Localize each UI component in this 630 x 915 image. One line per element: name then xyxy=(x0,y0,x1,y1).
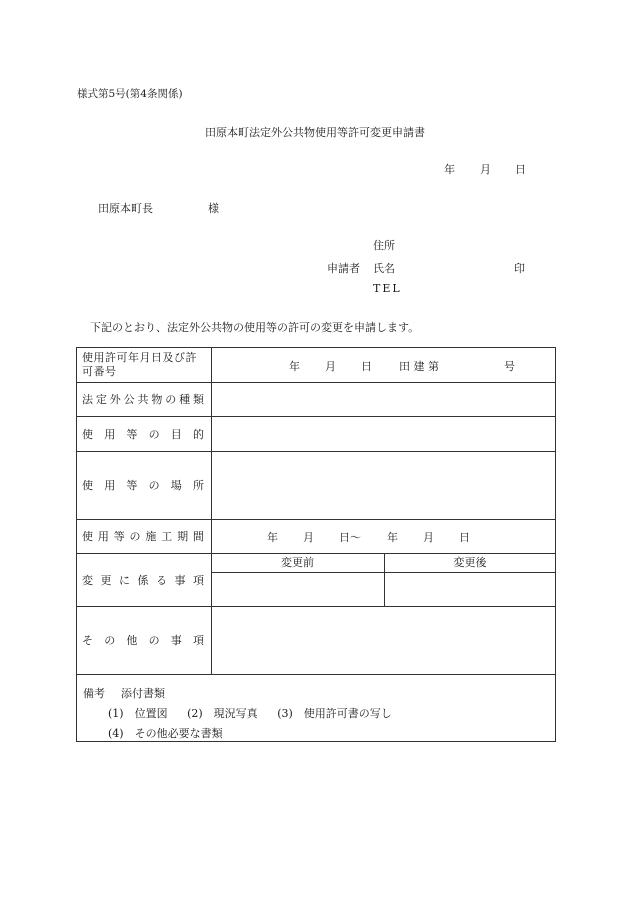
period-from-month: 月 xyxy=(303,531,314,544)
remarks-heading: 備考 xyxy=(83,687,105,700)
label-char: 用 xyxy=(104,427,116,441)
date-year-label: 年 xyxy=(444,163,455,176)
label-char: 物 xyxy=(151,393,163,406)
label-char: 公 xyxy=(123,393,135,406)
label-char: 使 xyxy=(82,530,93,543)
label-char: 場 xyxy=(170,479,182,492)
remarks-section xyxy=(83,684,392,744)
label-char: 事 xyxy=(170,634,182,647)
label-char: 類 xyxy=(193,393,204,406)
label-char: 等 xyxy=(126,427,138,441)
label-char: る xyxy=(156,573,167,587)
label-char: の xyxy=(165,393,177,406)
label-char: 使 xyxy=(82,427,93,441)
label-char: 係 xyxy=(137,573,149,587)
attachments-heading: 添付書類 xyxy=(121,687,165,700)
label-char: 更 xyxy=(100,573,112,587)
public-property-type-label xyxy=(77,382,211,416)
attachment-item: (4) その他必要な書類 xyxy=(108,727,223,740)
other-items-label xyxy=(77,606,211,674)
attachment-item: (1) 位置図 xyxy=(108,707,168,720)
name-label: 氏名 xyxy=(373,262,395,275)
label-char: 項 xyxy=(193,573,204,587)
addressee-name: 田原本町長 xyxy=(98,202,153,215)
application-form-table xyxy=(76,347,556,742)
form-number: 様式第5号(第4条関係) xyxy=(77,88,183,100)
column-divider xyxy=(211,348,212,674)
label-char: 用 xyxy=(104,479,116,492)
label-char: 外 xyxy=(109,393,121,406)
label-char: 施 xyxy=(145,530,157,543)
addressee-honorific: 様 xyxy=(208,202,219,215)
applicant-label: 申請者 xyxy=(327,262,360,275)
date-day-label: 日 xyxy=(515,163,526,176)
label-char: 目 xyxy=(170,427,182,441)
period-to-year: 年 xyxy=(387,531,398,544)
period-to-day: 日 xyxy=(459,531,470,544)
label-char: 工 xyxy=(161,530,173,543)
label-char: 法 xyxy=(82,393,93,406)
permit-day: 日 xyxy=(361,360,372,373)
address-label: 住所 xyxy=(373,239,395,252)
after-change-header: 変更後 xyxy=(453,556,487,569)
label-char: の xyxy=(148,634,160,647)
purpose-label xyxy=(77,416,211,451)
permit-number-suffix: 号 xyxy=(504,360,515,373)
label-char: 共 xyxy=(137,393,149,406)
permit-date-number-label: 使用許可年月日及び許可番号 xyxy=(82,351,197,378)
label-char: 定 xyxy=(95,393,107,406)
change-items-label xyxy=(77,553,211,606)
document-title: 田原本町法定外公共物使用等許可変更申請書 xyxy=(205,126,425,139)
attachment-item: (3) 使用許可書の写し xyxy=(277,707,392,720)
label-char: 期 xyxy=(177,530,189,543)
before-change-header: 変更前 xyxy=(281,556,314,569)
permit-year: 年 xyxy=(289,360,300,373)
intro-text: 下記のとおり、法定外公共物の使用等の許可の変更を申請します。 xyxy=(90,321,420,334)
period-from-day: 日～ xyxy=(339,531,361,544)
label-char: の xyxy=(104,634,116,647)
label-char: 事 xyxy=(174,573,186,587)
period-from-year: 年 xyxy=(267,531,278,544)
label-char: 他 xyxy=(126,634,138,647)
row-divider xyxy=(211,572,555,573)
label-char: 用 xyxy=(97,530,109,543)
location-label xyxy=(77,451,211,519)
permit-office: 田 建 第 xyxy=(399,360,439,373)
construction-period-label xyxy=(77,519,211,553)
label-char: 等 xyxy=(113,530,125,543)
label-char: 所 xyxy=(192,479,204,492)
tel-label: TEL xyxy=(373,282,402,295)
label-char: に xyxy=(119,573,130,587)
attachment-item: (2) 現況写真 xyxy=(187,707,258,720)
label-char: そ xyxy=(82,634,93,647)
label-char: 使 xyxy=(82,479,93,492)
row-divider xyxy=(77,674,555,675)
label-char: の xyxy=(148,479,160,492)
date-month-label: 月 xyxy=(480,163,491,176)
label-char: 変 xyxy=(82,573,93,587)
label-char: の xyxy=(129,530,141,543)
label-char: 的 xyxy=(192,427,204,441)
label-char: の xyxy=(148,427,160,441)
seal-label: 印 xyxy=(514,262,525,275)
period-to-month: 月 xyxy=(423,531,434,544)
label-char: 等 xyxy=(126,479,138,492)
permit-month: 月 xyxy=(325,360,336,373)
label-char: 間 xyxy=(192,530,204,543)
label-char: 項 xyxy=(192,634,204,647)
label-char: 種 xyxy=(179,393,191,406)
